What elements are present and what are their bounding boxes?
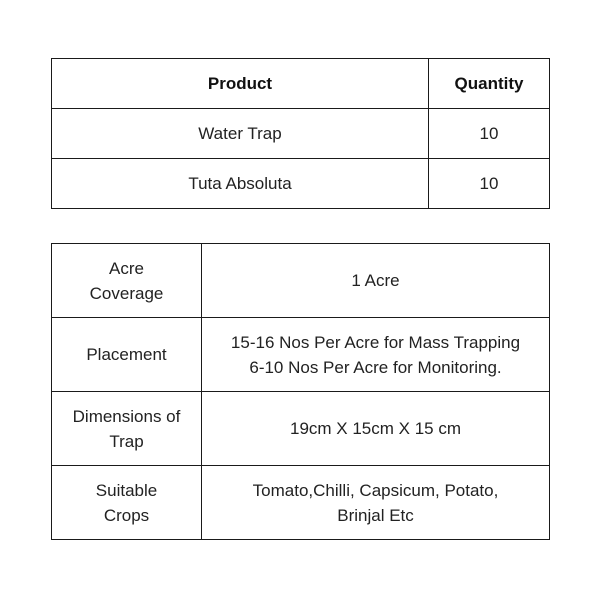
- quantity-header: Quantity: [429, 59, 550, 109]
- spec-label-line: Trap: [109, 431, 144, 451]
- spec-value-cell: [202, 318, 550, 392]
- table-row: [52, 392, 550, 466]
- spec-label-cell: [52, 318, 202, 392]
- table-row: [52, 466, 550, 540]
- table-header-row: [52, 59, 550, 109]
- spec-label-line: Acre: [109, 258, 144, 278]
- spec-label-line: Crops: [103, 505, 150, 525]
- table-row: [52, 159, 550, 209]
- spec-label-line: Placement: [86, 345, 167, 364]
- spec-value-cell: [202, 392, 550, 466]
- spec-label-line: Suitable: [95, 480, 158, 500]
- table-row: [52, 318, 550, 392]
- quantity-cell: 10: [429, 109, 550, 159]
- product-quantity-table: [51, 58, 550, 209]
- spec-label-line: Coverage: [89, 283, 164, 303]
- spec-value-line: 6-10 Nos Per Acre for Monitoring.: [249, 357, 502, 377]
- table-row: [52, 244, 550, 318]
- spec-label-cell: [52, 466, 202, 540]
- spec-value-cell: [202, 466, 550, 540]
- spec-value-line: 1 Acre: [351, 271, 400, 290]
- product-header: Product: [52, 59, 429, 109]
- spec-label-cell: [52, 392, 202, 466]
- specifications-table: [51, 243, 550, 540]
- table-row: [52, 109, 550, 159]
- spec-label-cell: [52, 244, 202, 318]
- product-cell: Tuta Absoluta: [52, 159, 429, 209]
- spec-value-line: Tomato,Chilli, Capsicum, Potato,: [252, 480, 499, 500]
- spec-value-line: Brinjal Etc: [337, 505, 414, 525]
- spec-label-line: Dimensions of: [72, 406, 181, 426]
- spec-value-cell: [202, 244, 550, 318]
- spec-value-line: 15-16 Nos Per Acre for Mass Trapping: [230, 332, 521, 352]
- spec-value-line: 19cm X 15cm X 15 cm: [289, 419, 461, 438]
- quantity-cell: 10: [429, 159, 550, 209]
- product-cell: Water Trap: [52, 109, 429, 159]
